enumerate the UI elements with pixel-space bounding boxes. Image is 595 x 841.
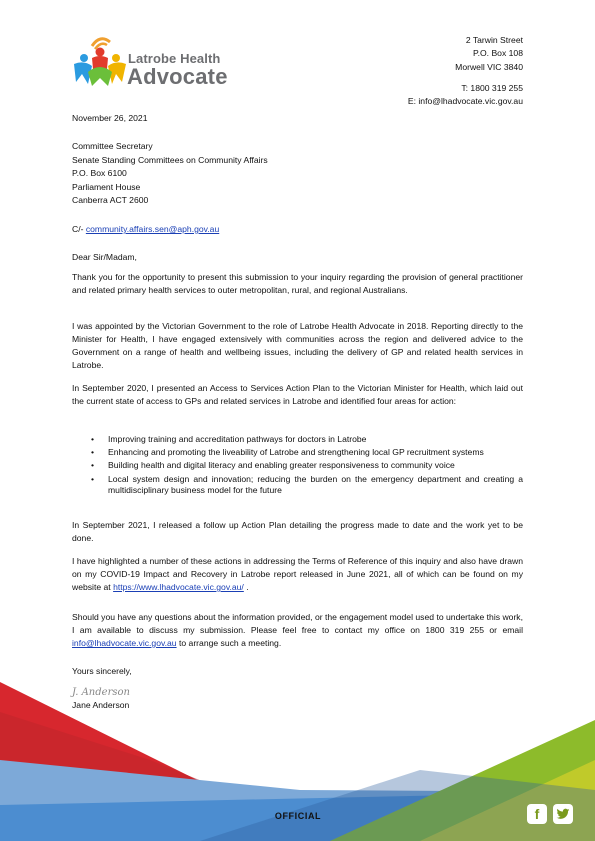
recipient-line: Canberra ACT 2600 [72, 195, 149, 206]
contact-email-link[interactable]: info@lhadvocate.vic.gov.au [72, 638, 177, 648]
recipient-line: P.O. Box 6100 [72, 168, 127, 179]
address-line: Morwell VIC 3840 [455, 61, 523, 72]
bullet-icon: • [91, 460, 95, 471]
letter-date: November 26, 2021 [72, 113, 148, 123]
paragraph-2: I was appointed by the Victorian Government to the role of Latrobe Health Advocate in 2018. Reporting directly to the Minister for Health, I have engaged extensively with communities across the region and delivered advice to the Government on a range of health and wellbeing issues, including the delivery of GP and related health services in Latrobe. [72, 321, 523, 370]
cc-prefix: C/- [72, 224, 86, 234]
bullet-icon: • [91, 434, 95, 444]
recipient-line: Parliament House [72, 181, 141, 192]
recipient-line: Committee Secretary [72, 141, 153, 151]
signature-text: J. Anderson [72, 687, 130, 698]
paragraph-1: Thank you for the opportunity to present this submission to your inquiry regarding the provision of general practitioner and related primary health services to outer metropolitan, rural, and regional Australians. [72, 272, 523, 295]
signature [72, 682, 130, 700]
cc-email-link[interactable]: community.affairs.sen@aph.gov.au [85, 224, 220, 234]
salutation: Dear Sir/Madam, [72, 252, 137, 262]
paragraph-3: In September 2020, I presented an Access to Services Action Plan to the Victorian Minister for Health, which laid out the current state of access to GPs and related services in Latrobe and identified four areas for action: [72, 383, 523, 406]
bullet-icon: • [91, 447, 95, 458]
sender-email: E: info@lhadvocate.vic.gov.au [407, 96, 523, 106]
signer-name: Jane Anderson [72, 700, 130, 710]
sender-phone: T: 1800 319 255 [461, 83, 523, 93]
paragraph-5: I have highlighted a number of these actions in addressing the Terms of Reference of this inquiry and also have drawn on my COVID-19 Impact and Recovery in Latrobe report released in June 2021, all of which can be found on my website at https://www.lhadvocate.vic.gov.au/ . [72, 556, 523, 592]
paragraph-4: In September 2021, I released a follow up Action Plan detailing the progress made to date and the work yet to be done. [72, 520, 523, 543]
address-line: 2 Tarwin Street [465, 35, 523, 45]
paragraph-6: Should you have any questions about the information provided, or the engagement model used to undertake this work, I am available to discuss my submission. Please feel free to contact my office on 1800 319 255 or email info@lhadvocate.vic.gov.au to arrange such a meeting. [72, 612, 523, 648]
list-item: • Building health and digital literacy and enabling greater responsiveness to community voice [91, 460, 455, 471]
address-line: P.O. Box 108 [472, 48, 523, 59]
facebook-icon[interactable]: f [527, 804, 547, 824]
logo-name-line2: Advocate [127, 64, 228, 89]
bullet-icon: • [91, 473, 95, 484]
logo-name-line1: Latrobe Health [128, 51, 221, 66]
list-item: • Enhancing and promoting the liveability of Latrobe and strengthening local GP recruitment systems [91, 447, 484, 458]
recipient-line: Senate Standing Committees on Community Affairs [72, 154, 268, 165]
list-item: • Improving training and accreditation pathways for doctors in Latrobe [91, 434, 367, 444]
list-item: • Local system design and innovation; reducing the burden on the emergency department and creating a multidisciplinary business model for the future [91, 473, 523, 496]
twitter-icon[interactable] [553, 804, 573, 824]
classification-label: OFFICIAL [274, 811, 322, 821]
closing: Yours sincerely, [72, 666, 132, 676]
website-link[interactable]: https://www.lhadvocate.vic.gov.au/ [113, 582, 244, 592]
